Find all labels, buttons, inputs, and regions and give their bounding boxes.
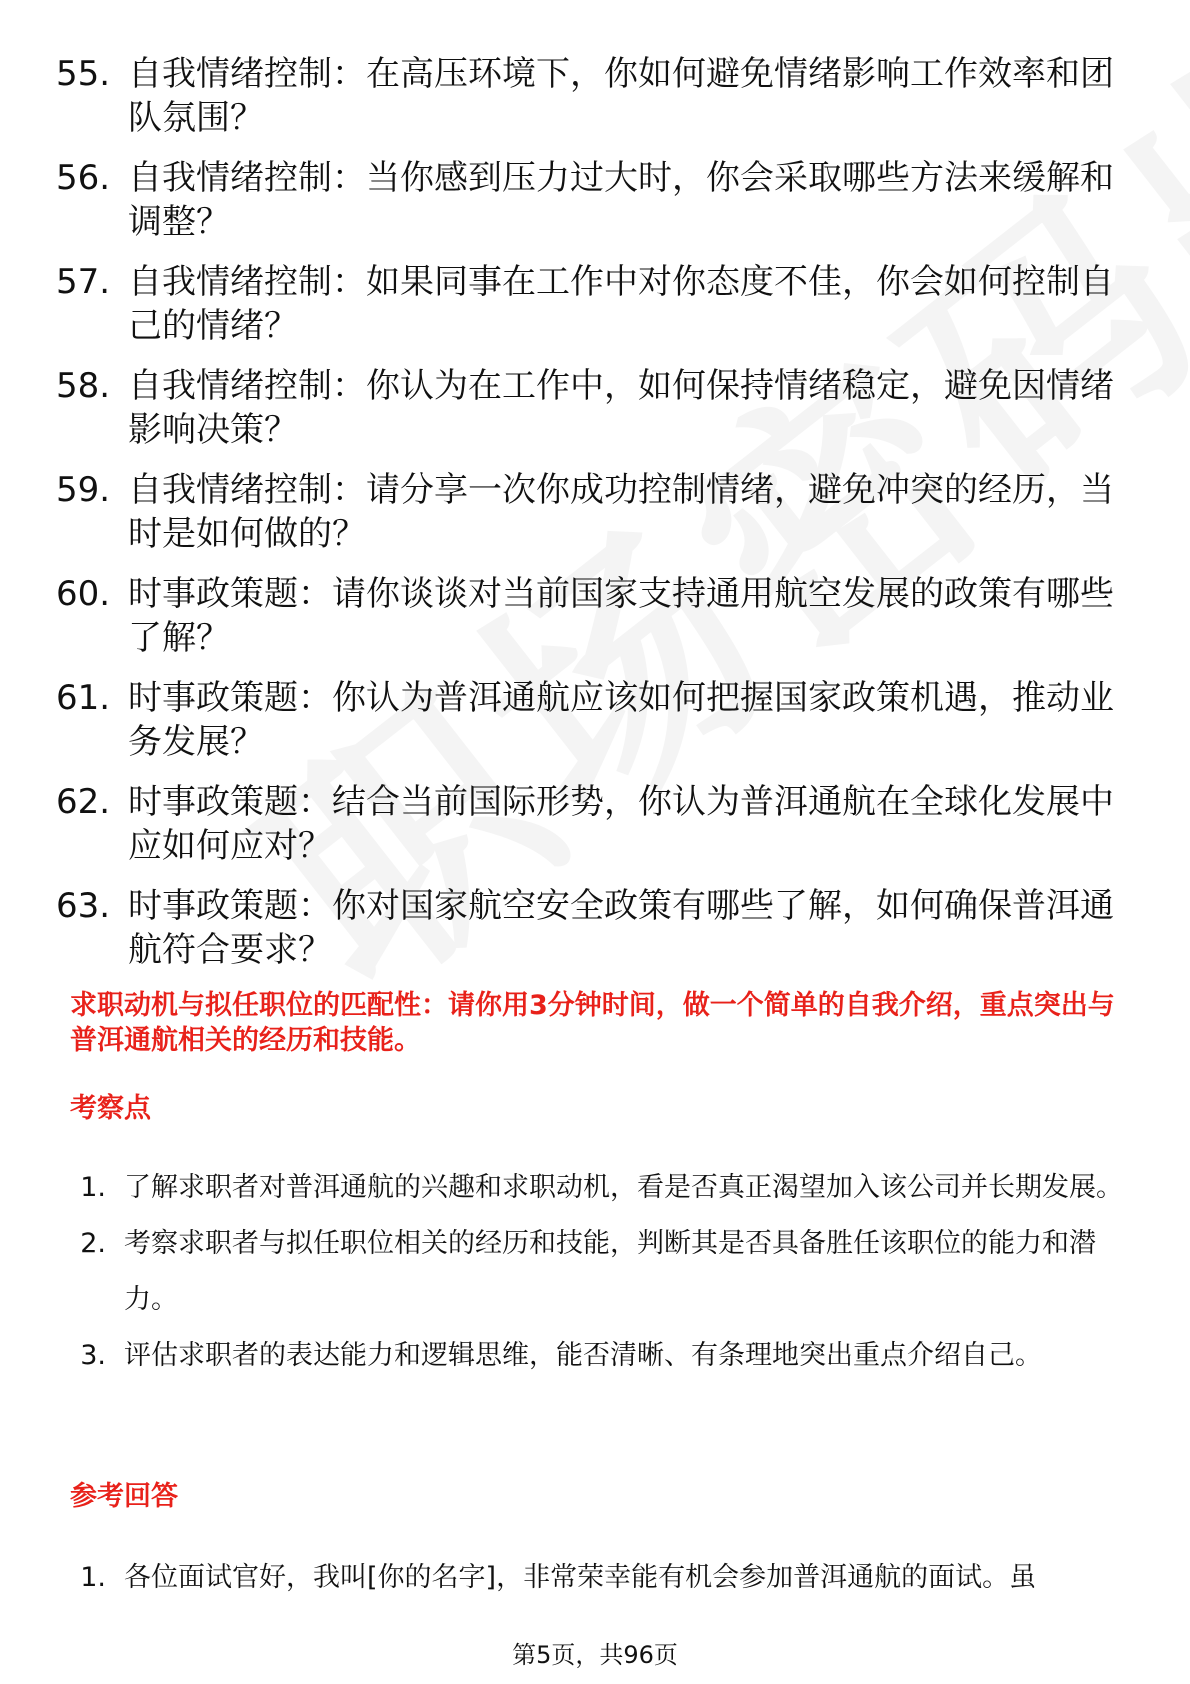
question-item	[56, 156, 1136, 244]
question-text: 时事政策题：你对国家航空安全政策有哪些了解，如何确保普洱通航符合要求？	[128, 886, 1114, 970]
list-item	[70, 1216, 1130, 1328]
question-item	[56, 364, 1136, 452]
list-item-text: 考察求职者与拟任职位相关的经历和技能，判断其是否具备胜任该职位的能力和潜力。	[124, 1228, 1096, 1315]
list-item	[70, 1328, 1130, 1384]
question-item	[56, 52, 1136, 140]
list-item	[70, 1160, 1130, 1216]
list-item-text: 了解求职者对普洱通航的兴趣和求职动机，看是否真正渴望加入该公司并长期发展。	[124, 1172, 1123, 1203]
question-number: 61.	[56, 678, 111, 718]
question-text: 自我情绪控制：你认为在工作中，如何保持情绪稳定，避免因情绪影响决策？	[128, 366, 1114, 450]
question-number: 63.	[56, 886, 111, 926]
question-number: 60.	[56, 574, 111, 614]
question-text: 自我情绪控制：当你感到压力过大时，你会采取哪些方法来缓解和调整？	[128, 158, 1114, 242]
question-number: 57.	[56, 262, 111, 302]
question-number: 62.	[56, 782, 111, 822]
question-text: 时事政策题：请你谈谈对当前国家支持通用航空发展的政策有哪些了解？	[128, 574, 1114, 658]
question-number: 56.	[56, 158, 111, 198]
question-text: 自我情绪控制：在高压环境下，你如何避免情绪影响工作效率和团队氛围？	[128, 54, 1114, 138]
list-item-number: 2.	[80, 1228, 106, 1259]
exam-points-title: 考察点	[70, 1093, 151, 1124]
question-number: 55.	[56, 54, 111, 94]
question-number: 58.	[56, 366, 111, 406]
question-item	[56, 676, 1136, 764]
list-item	[70, 1550, 1130, 1606]
question-text: 自我情绪控制：如果同事在工作中对你态度不佳，你会如何控制自己的情绪？	[128, 262, 1114, 346]
question-text: 时事政策题：你认为普洱通航应该如何把握国家政策机遇，推动业务发展？	[128, 678, 1114, 762]
exam-points-list	[70, 1160, 1130, 1384]
reference-answer-list	[70, 1550, 1130, 1610]
list-item-text: 评估求职者的表达能力和逻辑思维，能否清晰、有条理地突出重点介绍自己。	[124, 1340, 1042, 1371]
question-item	[56, 572, 1136, 660]
question-text: 自我情绪控制：请分享一次你成功控制情绪，避免冲突的经历，当时是如何做的？	[128, 470, 1114, 554]
question-item	[56, 468, 1136, 556]
question-list	[56, 52, 1136, 988]
question-text: 时事政策题：结合当前国际形势，你认为普洱通航在全球化发展中应如何应对？	[128, 782, 1114, 866]
list-item-number: 1.	[80, 1172, 106, 1203]
list-item-number: 1.	[80, 1562, 106, 1593]
featured-question: 求职动机与拟任职位的匹配性：请你用3分钟时间，做一个简单的自我介绍，重点突出与普洱通航相关的经历和技能。	[70, 990, 1115, 1056]
list-item-number: 3.	[80, 1340, 106, 1371]
reference-answer-title: 参考回答	[70, 1481, 178, 1512]
question-item	[56, 884, 1136, 972]
page-footer: 第5页，共96页	[512, 1641, 678, 1669]
question-number: 59.	[56, 470, 111, 510]
question-item	[56, 260, 1136, 348]
list-item-text: 各位面试官好，我叫[你的名字]，非常荣幸能有机会参加普洱通航的面试。虽	[124, 1562, 1037, 1593]
question-item	[56, 780, 1136, 868]
